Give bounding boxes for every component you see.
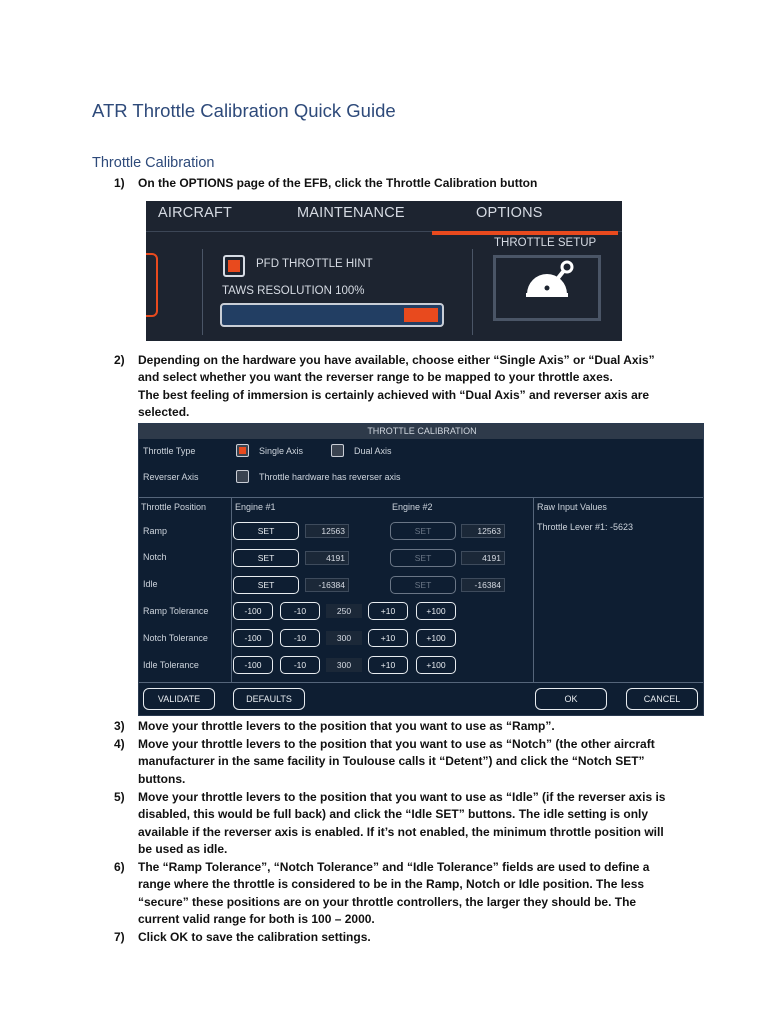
- active-tab-indicator: [432, 231, 618, 235]
- step-number: 7): [114, 930, 125, 944]
- efb-options-panel: [146, 201, 622, 341]
- ramp-tolerance-value: 250: [326, 604, 362, 618]
- col-raw-input: Raw Input Values: [537, 502, 607, 512]
- step-text-line: “secure” these positions are on your throttle controllers, the larger they should be. The: [138, 894, 637, 909]
- step-text-line: The best feeling of immersion is certainly achieved with “Dual Axis” and reverser axis are: [138, 387, 650, 402]
- notch-engine-2-value: 4191: [461, 551, 505, 565]
- page-title: ATR Throttle Calibration Quick Guide: [92, 100, 396, 121]
- pfd-throttle-hint-checkbox[interactable]: [223, 255, 245, 277]
- step-text-line: selected.: [138, 404, 190, 419]
- notch-tol-minus-100-button[interactable]: -100: [233, 629, 273, 647]
- step-text-line: On the OPTIONS page of the EFB, click the Throttle Calibration button: [138, 176, 538, 190]
- notch-set-engine-2-button[interactable]: SET: [390, 549, 456, 567]
- ramp-tol-plus-10-button[interactable]: +10: [368, 602, 408, 620]
- step-text-line: disabled, this would be full back) and click the “Idle SET” buttons. The idle setting is only: [138, 807, 649, 822]
- idle-tolerance-value: 300: [326, 658, 362, 672]
- step-text-line: manufacturer in the same facility in Toulouse calls it “Detent”) and click the “Notch SET”: [138, 754, 645, 769]
- step-number: 2): [114, 353, 125, 367]
- defaults-button[interactable]: DEFAULTS: [233, 688, 305, 710]
- idle-tolerance-label: Idle Tolerance: [143, 660, 199, 670]
- separator: [231, 497, 232, 682]
- step-number: 4): [114, 737, 125, 751]
- divider: [472, 249, 473, 335]
- ramp-set-engine-2-button[interactable]: SET: [390, 522, 456, 540]
- ramp-engine-2-value: 12563: [461, 524, 505, 538]
- notch-tol-plus-100-button[interactable]: +100: [416, 629, 456, 647]
- notch-tolerance-value: 300: [326, 631, 362, 645]
- divider: [202, 249, 203, 335]
- throttle-calibration-button[interactable]: [493, 255, 601, 321]
- reverser-axis-checkbox[interactable]: [236, 470, 249, 483]
- slider-handle[interactable]: [404, 308, 438, 322]
- dual-axis-checkbox[interactable]: [331, 444, 344, 457]
- col-engine-2: Engine #2: [392, 502, 433, 512]
- single-axis-label: Single Axis: [259, 446, 304, 456]
- throttle-calibration-window: [138, 423, 704, 716]
- idle-engine-1-value: -16384: [305, 578, 349, 592]
- reverser-hardware-label: Throttle hardware has reverser axis: [259, 472, 401, 482]
- step-text-line: current valid range for both is 100 – 2000.: [138, 911, 375, 926]
- notch-tolerance-label: Notch Tolerance: [143, 633, 208, 643]
- row-label-idle: Idle: [143, 579, 158, 589]
- raw-input-value: Throttle Lever #1: -5623: [537, 522, 634, 532]
- step-number: 3): [114, 719, 125, 733]
- step-text-line: and select whether you want the reverser range to be mapped to your throttle axes.: [138, 370, 613, 385]
- ramp-engine-1-value: 12563: [305, 524, 349, 538]
- col-engine-1: Engine #1: [235, 502, 276, 512]
- single-axis-checkbox[interactable]: [236, 444, 249, 457]
- step-text-line: Move your throttle levers to the position that you want to use as “Ramp”.: [138, 719, 555, 733]
- row-label-notch: Notch: [143, 552, 167, 562]
- step-number: 6): [114, 860, 125, 874]
- validate-button[interactable]: VALIDATE: [143, 688, 215, 710]
- throttle-type-label: Throttle Type: [143, 446, 196, 456]
- tab-options[interactable]: OPTIONS: [476, 205, 543, 221]
- cancel-button[interactable]: CANCEL: [626, 688, 698, 710]
- step-text-line: The “Ramp Tolerance”, “Notch Tolerance” and “Idle Tolerance” fields are used to define a: [138, 860, 650, 874]
- idle-tol-minus-100-button[interactable]: -100: [233, 656, 273, 674]
- step-text-line: Depending on the hardware you have available, choose either “Single Axis” or “Dual Axis”: [138, 353, 655, 367]
- ramp-tol-minus-10-button[interactable]: -10: [280, 602, 320, 620]
- idle-engine-2-value: -16384: [461, 578, 505, 592]
- ramp-tolerance-label: Ramp Tolerance: [143, 606, 209, 616]
- idle-tol-plus-10-button[interactable]: +10: [368, 656, 408, 674]
- step-number: 1): [114, 176, 125, 190]
- step-text-line: Move your throttle levers to the position that you want to use as “Idle” (if the reverser axis is: [138, 790, 666, 804]
- step-text-line: buttons.: [138, 771, 186, 786]
- notch-tol-minus-10-button[interactable]: -10: [280, 629, 320, 647]
- throttle-lever-icon: [496, 258, 598, 318]
- separator: [139, 497, 704, 498]
- notch-engine-1-value: 4191: [305, 551, 349, 565]
- idle-tol-minus-10-button[interactable]: -10: [280, 656, 320, 674]
- notch-set-engine-1-button[interactable]: SET: [233, 549, 299, 567]
- throttle-setup-label: THROTTLE SETUP: [494, 237, 597, 249]
- section-title: Throttle Calibration: [92, 155, 215, 171]
- tab-aircraft[interactable]: AIRCRAFT: [158, 205, 233, 221]
- dual-axis-label: Dual Axis: [354, 446, 392, 456]
- ramp-tol-plus-100-button[interactable]: +100: [416, 602, 456, 620]
- col-throttle-position: Throttle Position: [141, 502, 207, 512]
- ramp-tol-minus-100-button[interactable]: -100: [233, 602, 273, 620]
- idle-set-engine-2-button[interactable]: SET: [390, 576, 456, 594]
- separator: [139, 682, 704, 683]
- row-label-ramp: Ramp: [143, 526, 168, 536]
- pfd-throttle-hint-label: PFD THROTTLE HINT: [256, 258, 373, 270]
- taws-resolution-slider[interactable]: [220, 303, 444, 327]
- left-panel-frame: [146, 253, 158, 317]
- step-text-line: Move your throttle levers to the position that you want to use as “Notch” (the other aircraft: [138, 737, 655, 751]
- step-text-line: range where the throttle is considered to be in the Ramp, Notch or Idle position. The less: [138, 877, 645, 892]
- step-number: 5): [114, 790, 125, 804]
- separator: [533, 497, 534, 682]
- reverser-axis-label: Reverser Axis: [143, 472, 199, 482]
- ramp-set-engine-1-button[interactable]: SET: [233, 522, 299, 540]
- tab-maintenance[interactable]: MAINTENANCE: [297, 205, 405, 221]
- step-text-line: be used as idle.: [138, 841, 228, 856]
- idle-set-engine-1-button[interactable]: SET: [233, 576, 299, 594]
- idle-tol-plus-100-button[interactable]: +100: [416, 656, 456, 674]
- step-text-line: available if the reverser axis is enabled. If it’s not enabled, the minimum throttle position will: [138, 824, 664, 839]
- window-title: THROTTLE CALIBRATION: [139, 424, 704, 439]
- ok-button[interactable]: OK: [535, 688, 607, 710]
- step-text-line: Click OK to save the calibration settings.: [138, 930, 371, 944]
- notch-tol-plus-10-button[interactable]: +10: [368, 629, 408, 647]
- taws-resolution-label: TAWS RESOLUTION 100%: [222, 285, 365, 297]
